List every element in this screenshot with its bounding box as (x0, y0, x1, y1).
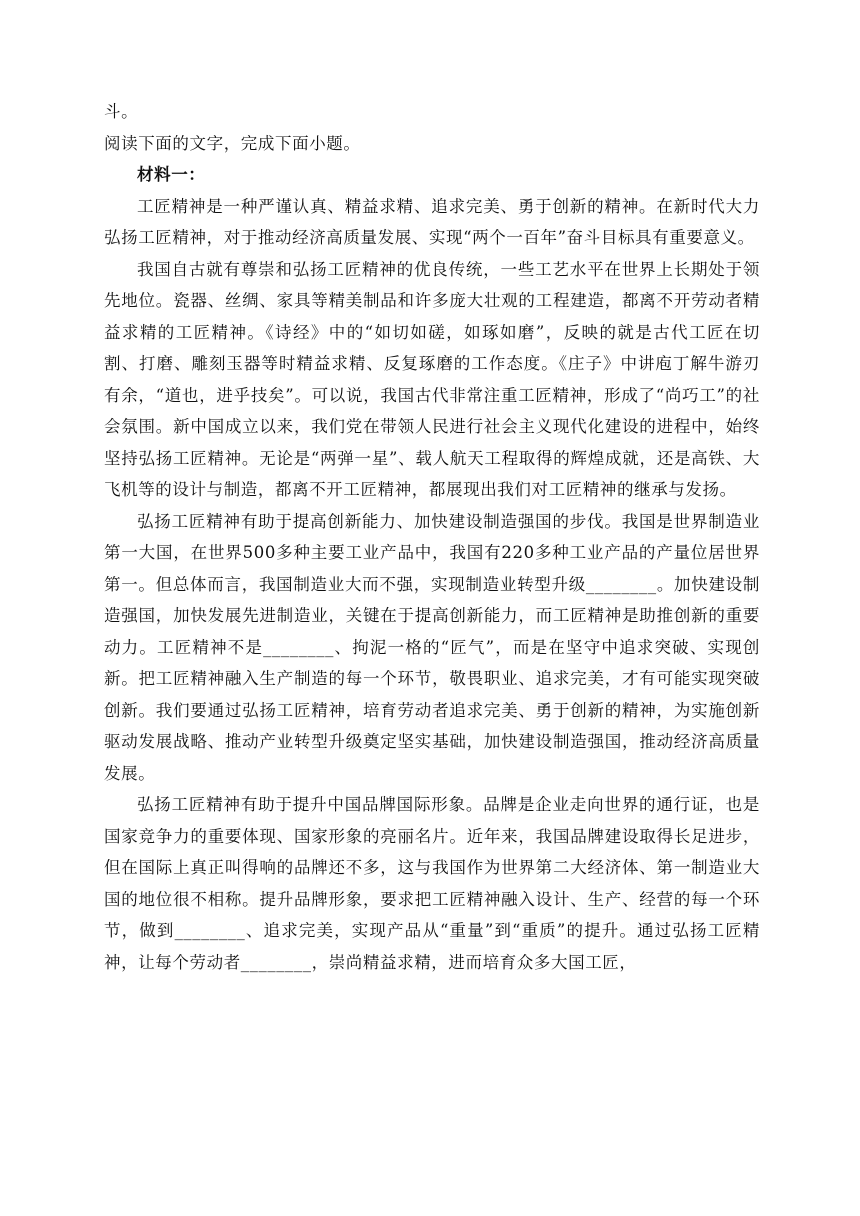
previous-text-fragment: 斗。 (104, 102, 139, 121)
paragraph-history: 我国自古就有尊崇和弘扬工匠精神的优良传统，一些工艺水平在世界上长期处于领先地位。瓷器、丝绸、家具等精美制品和许多庞大壮观的工程建造，都离不开劳动者精益求精的工匠精神。《诗经》中的“如切如磋，如琢如磨”，反映的就是古代工匠在切割、打磨、雕刻玉器等时精益求精、反复琢磨的工作态度。《庄子》中讲庖丁解牛游刃有余，“道也，进乎技矣”。可以说，我国古代非常注重工匠精神，形成了“尚巧工”的社会氛围。新中国成立以来，我们党在带领人民进行社会主义现代化建设的进程中，始终坚持弘扬工匠精神。无论是“两弹一星”、载人航天工程取得的辉煌成就，还是高铁、大飞机等的设计与制造，都离不开工匠精神，都展现出我们对工匠精神的继承与发扬。 (104, 259, 760, 499)
paragraph-innovation: 弘扬工匠精神有助于提高创新能力、加快建设制造强国的步伐。我国是世界制造业第一大国，在世界500多种主要工业产品中，我国有220多种工业产品的产量位居世界第一。但总体而言，我国制造业大而不强，实现制造业转型升级________。加快建设制造强国，加快发展先进制造业，关键在于提高创新能力，而工匠精神是助推创新的重要动力。工匠精神不是________、拘泥一格的“匠气”，而是在坚守中追求突破、实现创新。把工匠精神融入生产制造的每一个环节，敬畏职业、追求完美，才有可能实现突破创新。我们要通过弘扬工匠精神，培育劳动者追求完美、勇于创新的精神，为实施创新驱动发展战略、推动产业转型升级奠定坚实基础，加快建设制造强国，推动经济高质量发展。 (104, 511, 760, 783)
document-body (104, 96, 760, 978)
paragraph-intro: 工匠精神是一种严谨认真、精益求精、追求完美、勇于创新的精神。在新时代大力弘扬工匠精神，对于推动经济高质量发展、实现“两个一百年”奋斗目标具有重要意义。 (104, 196, 760, 247)
material-heading: 材料一： (137, 165, 206, 184)
paragraph-brand: 弘扬工匠精神有助于提升中国品牌国际形象。品牌是企业走向世界的通行证，也是国家竞争力的重要体现、国家形象的亮丽名片。近年来，我国品牌建设取得长足进步，但在国际上真正叫得响的品牌还不多，这与我国作为世界第二大经济体、第一制造业大国的地位很不相称。提升品牌形象，要求把工匠精神融入设计、生产、经营的每一个环节，做到________、追求完美，实现产品从“重量”到“重质”的提升。通过弘扬工匠精神，让每个劳动者________，崇尚精益求精，进而培育众多大国工匠， (104, 795, 760, 972)
reading-instruction: 阅读下面的文字，完成下面小题。 (104, 133, 361, 153)
